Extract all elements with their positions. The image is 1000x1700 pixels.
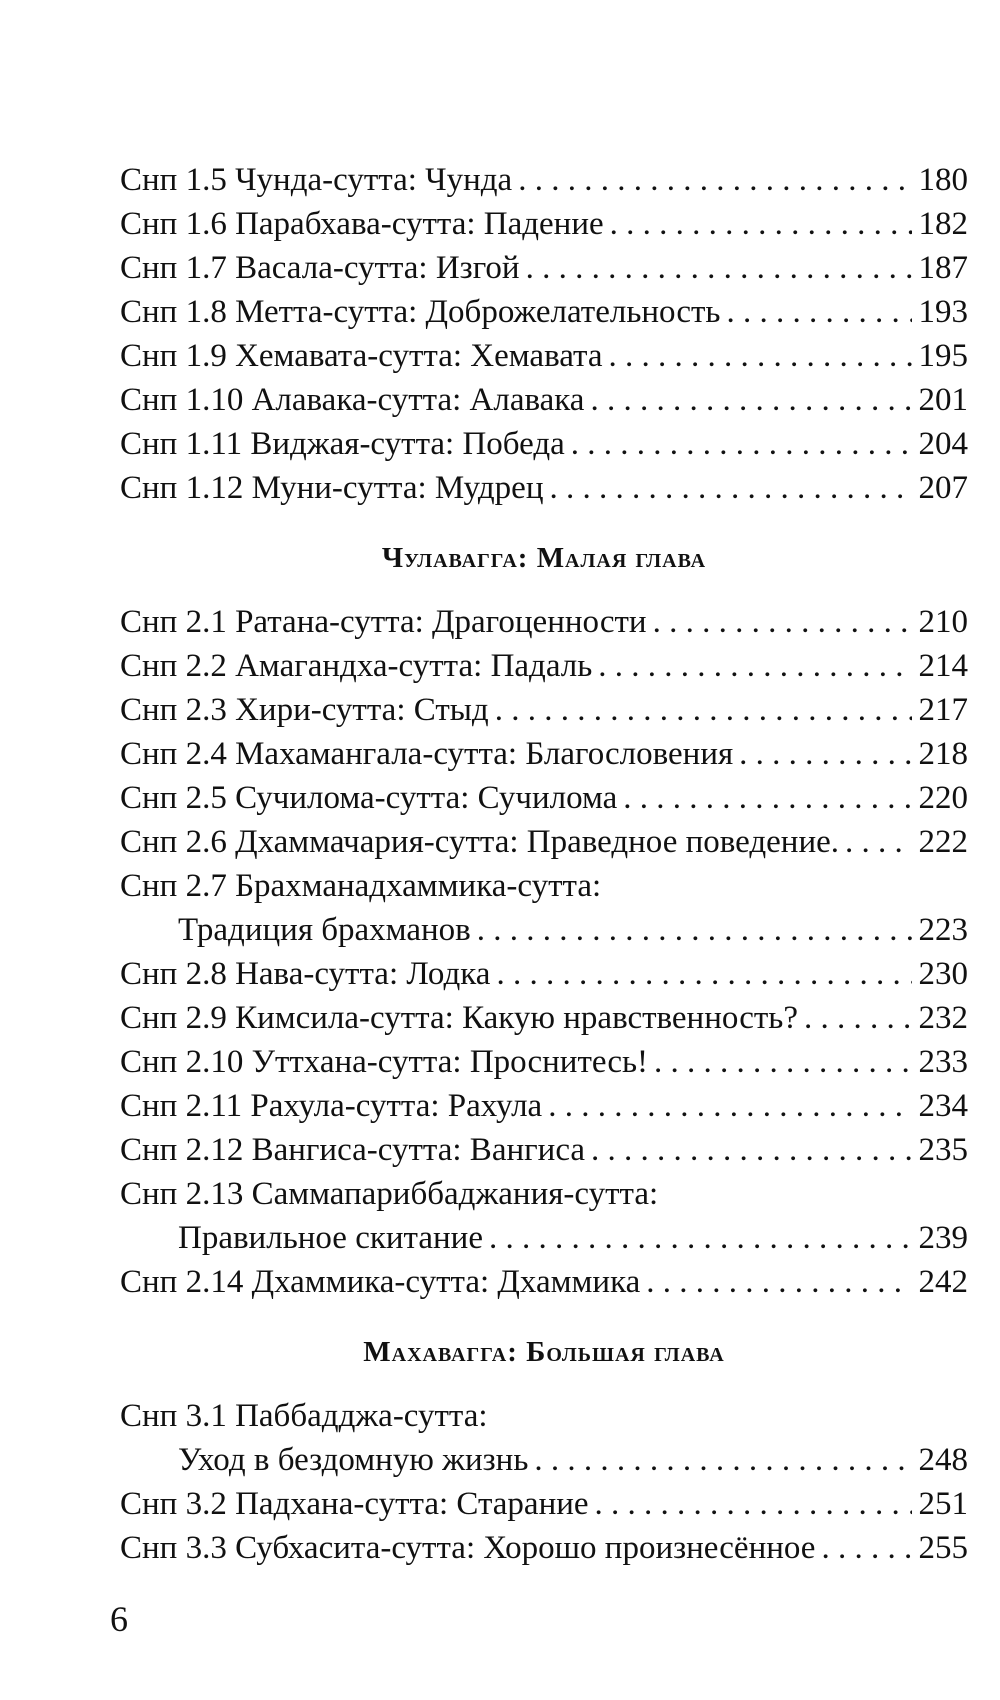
dot-leader: [610, 202, 912, 246]
toc-entry[interactable]: [120, 202, 968, 246]
dot-leader: [526, 246, 912, 290]
toc-entry[interactable]: [120, 246, 968, 290]
toc-entry[interactable]: [120, 1172, 968, 1216]
toc-entry-page: 187: [918, 250, 968, 286]
toc-entry-page: 217: [918, 692, 968, 728]
dot-leader: [726, 290, 912, 334]
toc-entry[interactable]: [120, 1040, 968, 1084]
toc-entry[interactable]: [120, 1526, 968, 1570]
toc-entry-continuation[interactable]: [120, 908, 968, 952]
toc-entry-page: 248: [918, 1442, 968, 1478]
dot-leader: [477, 908, 912, 952]
toc-entry-title: Снп 2.2 Амагандха-сутта: Падаль: [120, 648, 593, 684]
dot-leader: [496, 952, 912, 996]
toc-entry-title: Снп 2.4 Махамангала-сутта: Благословения: [120, 736, 734, 772]
toc-entry-title: Снп 2.9 Кимсила-сутта: Какую нравственность?: [120, 1000, 798, 1036]
dot-leader: [646, 1260, 912, 1304]
toc-entry[interactable]: [120, 864, 968, 908]
dot-leader: [549, 466, 912, 510]
toc-entry-page: 223: [918, 912, 968, 948]
toc-entry-page: 204: [918, 426, 968, 462]
toc-entry[interactable]: [120, 422, 968, 466]
toc-entry-title: Снп 3.1 Паббадджа-сутта:: [120, 1398, 488, 1434]
toc-entry[interactable]: [120, 158, 968, 202]
toc-entry[interactable]: [120, 1128, 968, 1172]
toc-entry-page: 235: [918, 1132, 968, 1168]
toc-entry-title: Снп 1.7 Васала-сутта: Изгой: [120, 250, 520, 286]
toc-entry[interactable]: [120, 378, 968, 422]
toc-entry-title: Снп 2.14 Дхаммика-сутта: Дхаммика: [120, 1264, 641, 1300]
section-heading: Чулавагга: Малая глава: [381, 542, 707, 574]
table-of-contents: [120, 158, 968, 1570]
toc-entry-title: Снп 1.12 Муни-сутта: Мудрец: [120, 470, 544, 506]
dot-leader: [489, 1216, 912, 1260]
toc-entry-page: 207: [918, 470, 968, 506]
toc-entry-page: 222: [918, 824, 968, 860]
dot-leader: [608, 334, 912, 378]
toc-entry-title: Снп 2.10 Уттхана-сутта: Проснитесь!: [120, 1044, 649, 1080]
toc-entry-title: Снп 2.13 Саммапариббаджания-сутта:: [120, 1176, 659, 1212]
toc-entry[interactable]: [120, 996, 968, 1040]
dot-leader: [654, 1040, 912, 1084]
dot-leader: [804, 996, 912, 1040]
toc-entry-page: 193: [918, 294, 968, 330]
toc-entry-title: Снп 2.6 Дхаммачария-сутта: Праведное поведение.: [120, 824, 840, 860]
toc-entry-page: 234: [918, 1088, 968, 1124]
dot-leader: [495, 688, 912, 732]
toc-entry-title: Снп 1.10 Алавака-сутта: Алавака: [120, 382, 585, 418]
toc-entry-continuation[interactable]: [120, 1438, 968, 1482]
dot-leader: [591, 1128, 912, 1172]
toc-entry-page: 180: [918, 162, 968, 198]
toc-entry-page: 232: [918, 1000, 968, 1036]
toc-entry[interactable]: [120, 688, 968, 732]
toc-entry-title: Снп 2.5 Сучилома-сутта: Сучилома: [120, 780, 618, 816]
toc-entry-title: Снп 1.6 Парабхава-сутта: Падение: [120, 206, 604, 242]
toc-entry-page: 218: [918, 736, 968, 772]
toc-entry[interactable]: [120, 1084, 968, 1128]
section-heading: Махавагга: Большая глава: [363, 1336, 725, 1368]
toc-entry-subtitle: Уход в бездомную жизнь: [178, 1442, 529, 1478]
dot-leader: [821, 1526, 912, 1570]
toc-entry[interactable]: [120, 1482, 968, 1526]
toc-entry-page: 233: [918, 1044, 968, 1080]
toc-entry-page: 242: [918, 1264, 968, 1300]
toc-entry-title: Снп 1.8 Метта-сутта: Доброжелательность: [120, 294, 721, 330]
toc-entry[interactable]: [120, 732, 968, 776]
toc-entry-continuation[interactable]: [120, 1216, 968, 1260]
dot-leader: [595, 1482, 912, 1526]
toc-entry-subtitle: Правильное скитание: [178, 1220, 483, 1256]
toc-entry-page: 182: [918, 206, 968, 242]
toc-entry[interactable]: [120, 776, 968, 820]
dot-leader: [571, 422, 912, 466]
toc-entry-page: 210: [918, 604, 968, 640]
toc-entry-title: Снп 3.3 Субхасита-сутта: Хорошо произнесённое: [120, 1530, 816, 1566]
dot-leader: [598, 644, 912, 688]
dot-leader: [518, 158, 912, 202]
toc-entry-title: Снп 3.2 Падхана-сутта: Старание: [120, 1486, 589, 1522]
toc-entry-title: Снп 2.11 Рахула-сутта: Рахула: [120, 1088, 543, 1124]
toc-entry[interactable]: [120, 334, 968, 378]
dot-leader: [534, 1438, 912, 1482]
toc-entry-page: 255: [918, 1530, 968, 1566]
dot-leader: [845, 820, 912, 864]
toc-entry[interactable]: [120, 466, 968, 510]
toc-entry-title: Снп 2.1 Ратана-сутта: Драгоценности: [120, 604, 647, 640]
toc-entry-title: Снп 2.8 Нава-сутта: Лодка: [120, 956, 491, 992]
toc-entry[interactable]: [120, 290, 968, 334]
toc-entry[interactable]: [120, 952, 968, 996]
dot-leader: [590, 378, 912, 422]
toc-entry-page: 214: [918, 648, 968, 684]
toc-entry-page: 220: [918, 780, 968, 816]
toc-entry[interactable]: [120, 600, 968, 644]
toc-entry-title: Снп 1.9 Хемавата-сутта: Хемавата: [120, 338, 603, 374]
dot-leader: [653, 600, 912, 644]
toc-entry[interactable]: [120, 644, 968, 688]
page-number: 6: [110, 1599, 128, 1639]
dot-leader: [548, 1084, 912, 1128]
dot-leader: [739, 732, 912, 776]
toc-entry-title: Снп 2.3 Хири-сутта: Стыд: [120, 692, 489, 728]
toc-entry-page: 201: [918, 382, 968, 418]
dot-leader: [623, 776, 912, 820]
toc-entry-page: 239: [918, 1220, 968, 1256]
toc-entry[interactable]: [120, 1260, 968, 1304]
toc-entry-title: Снп 1.11 Виджая-сутта: Победа: [120, 426, 565, 462]
toc-entry-page: 251: [918, 1486, 968, 1522]
toc-entry-title: Снп 2.7 Брахманадхаммика-сутта:: [120, 868, 602, 904]
toc-entry-title: Снп 2.12 Вангиса-сутта: Вангиса: [120, 1132, 586, 1168]
toc-entry-page: 195: [918, 338, 968, 374]
toc-entry-subtitle: Традиция брахманов: [178, 912, 471, 948]
toc-entry[interactable]: [120, 1394, 968, 1438]
toc-entry[interactable]: [120, 820, 968, 864]
toc-entry-page: 230: [918, 956, 968, 992]
toc-entry-title: Снп 1.5 Чунда-сутта: Чунда: [120, 162, 513, 198]
